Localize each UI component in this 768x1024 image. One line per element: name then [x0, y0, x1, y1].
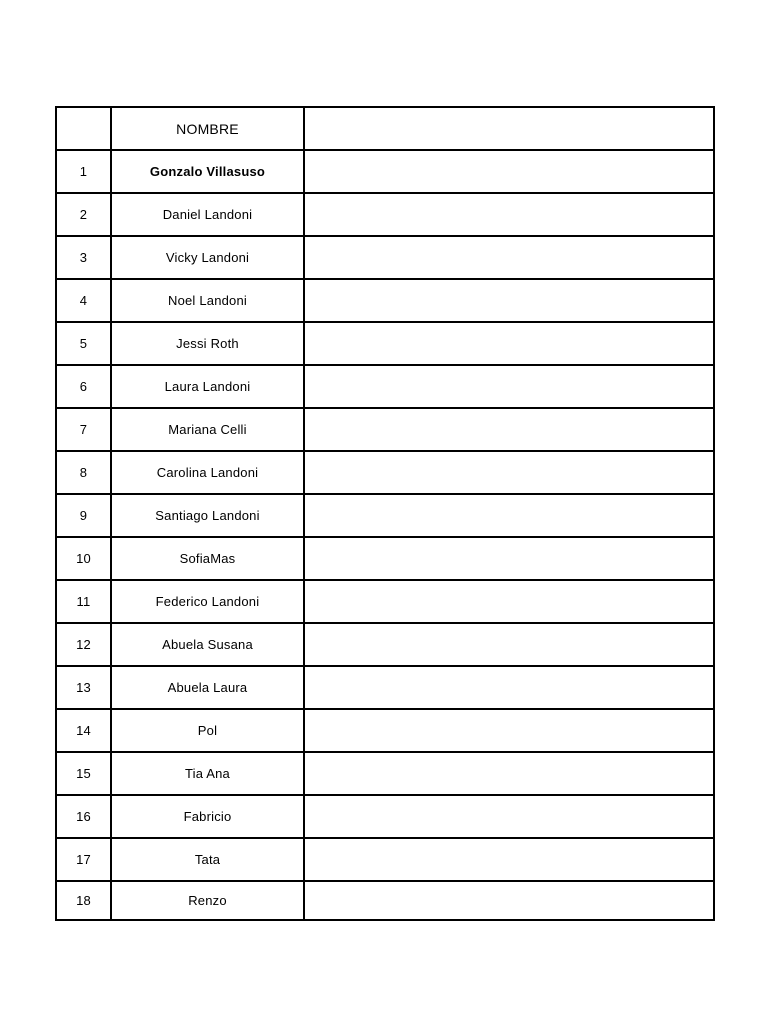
row-name: SofiaMas	[111, 537, 304, 580]
row-extra	[304, 236, 714, 279]
row-extra	[304, 709, 714, 752]
row-number: 3	[56, 236, 111, 279]
row-number: 14	[56, 709, 111, 752]
table-header-row	[56, 107, 714, 150]
row-number: 8	[56, 451, 111, 494]
row-extra	[304, 193, 714, 236]
row-extra	[304, 408, 714, 451]
row-number: 2	[56, 193, 111, 236]
row-name: Abuela Laura	[111, 666, 304, 709]
row-name: Tia Ana	[111, 752, 304, 795]
row-name: Gonzalo Villasuso	[111, 150, 304, 193]
row-extra	[304, 623, 714, 666]
table-row	[56, 580, 714, 623]
row-extra	[304, 150, 714, 193]
table-row	[56, 279, 714, 322]
row-name: Vicky Landoni	[111, 236, 304, 279]
row-number: 17	[56, 838, 111, 881]
row-extra	[304, 838, 714, 881]
row-number: 7	[56, 408, 111, 451]
row-extra	[304, 666, 714, 709]
table-row	[56, 795, 714, 838]
table-row	[56, 365, 714, 408]
document-page	[55, 106, 713, 921]
row-number: 12	[56, 623, 111, 666]
row-name: Pol	[111, 709, 304, 752]
row-name: Santiago Landoni	[111, 494, 304, 537]
row-name: Federico Landoni	[111, 580, 304, 623]
row-extra	[304, 752, 714, 795]
table-row	[56, 236, 714, 279]
row-number: 16	[56, 795, 111, 838]
row-number: 15	[56, 752, 111, 795]
row-number: 5	[56, 322, 111, 365]
row-extra	[304, 795, 714, 838]
header-number-cell	[56, 107, 111, 150]
row-number: 11	[56, 580, 111, 623]
row-extra	[304, 537, 714, 580]
table-row	[56, 752, 714, 795]
row-number: 4	[56, 279, 111, 322]
row-name: Renzo	[111, 881, 304, 920]
row-name: Mariana Celli	[111, 408, 304, 451]
table-row	[56, 881, 714, 920]
row-extra	[304, 494, 714, 537]
row-name: Jessi Roth	[111, 322, 304, 365]
header-extra-cell	[304, 107, 714, 150]
row-name: Daniel Landoni	[111, 193, 304, 236]
row-number: 13	[56, 666, 111, 709]
table-row	[56, 150, 714, 193]
row-name: Noel Landoni	[111, 279, 304, 322]
table-row	[56, 623, 714, 666]
row-number: 6	[56, 365, 111, 408]
row-extra	[304, 881, 714, 920]
row-name: Abuela Susana	[111, 623, 304, 666]
row-name: Laura Landoni	[111, 365, 304, 408]
table-row	[56, 322, 714, 365]
table-row	[56, 709, 714, 752]
row-extra	[304, 322, 714, 365]
row-extra	[304, 580, 714, 623]
row-number: 1	[56, 150, 111, 193]
table-row	[56, 451, 714, 494]
table-row	[56, 666, 714, 709]
row-extra	[304, 451, 714, 494]
row-extra	[304, 279, 714, 322]
header-name-cell: NOMBRE	[111, 107, 304, 150]
table-row	[56, 838, 714, 881]
row-number: 10	[56, 537, 111, 580]
row-name: Carolina Landoni	[111, 451, 304, 494]
row-number: 18	[56, 881, 111, 920]
table-row	[56, 193, 714, 236]
row-name: Tata	[111, 838, 304, 881]
names-table	[55, 106, 715, 921]
table-row	[56, 537, 714, 580]
row-number: 9	[56, 494, 111, 537]
table-row	[56, 408, 714, 451]
table-row	[56, 494, 714, 537]
row-extra	[304, 365, 714, 408]
row-name: Fabricio	[111, 795, 304, 838]
